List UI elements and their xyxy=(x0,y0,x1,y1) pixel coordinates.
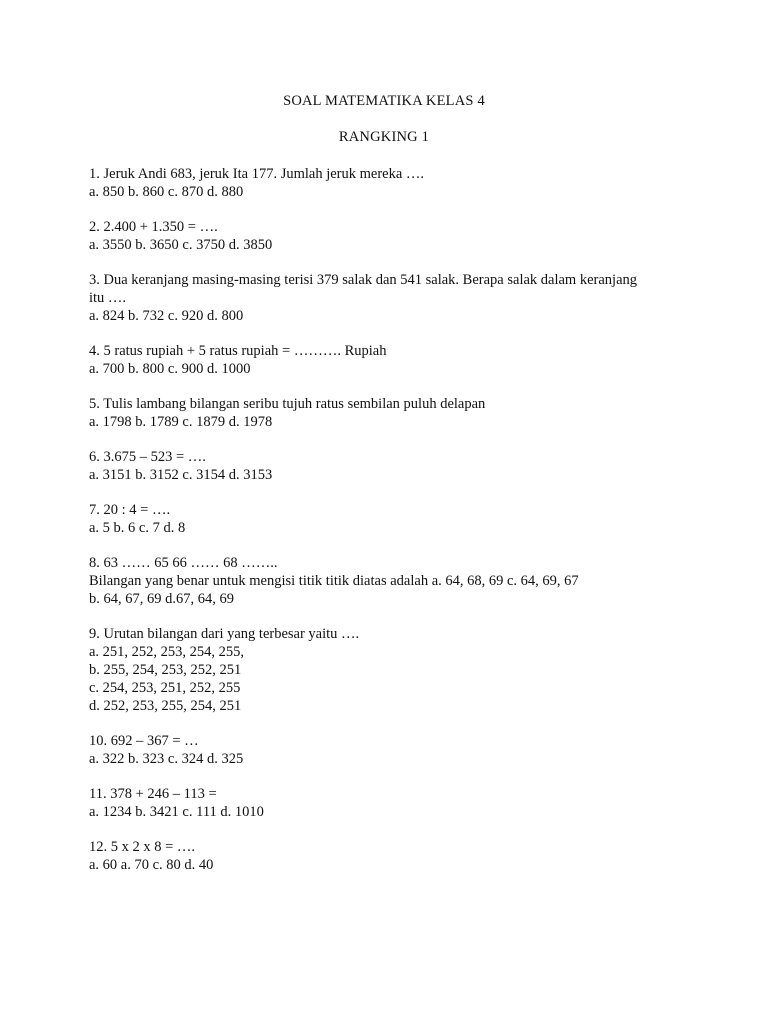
question-line: d. 252, 253, 255, 254, 251 xyxy=(89,698,242,714)
question-line: a. 3550 b. 3650 c. 3750 d. 3850 xyxy=(89,237,273,253)
question-item xyxy=(89,554,669,608)
question-item xyxy=(89,165,669,201)
question-line: itu …. xyxy=(89,290,127,306)
question-item xyxy=(89,838,669,874)
question-text: 8. 63 …… 65 66 …… 68 …….. xyxy=(89,555,278,571)
document-subtitle: RANGKING 1 xyxy=(338,129,430,145)
question-item xyxy=(89,342,669,378)
question-line: b. 64, 67, 69 d.67, 64, 69 xyxy=(89,591,234,607)
question-line: a. 1234 b. 3421 c. 111 d. 1010 xyxy=(89,804,264,820)
question-item xyxy=(89,625,669,715)
question-line: a. 322 b. 323 c. 324 d. 325 xyxy=(89,751,244,767)
question-list xyxy=(89,165,669,891)
question-line: a. 60 a. 70 c. 80 d. 40 xyxy=(89,857,214,873)
question-text: 9. Urutan bilangan dari yang terbesar yaitu …. xyxy=(89,626,360,642)
question-line: a. 1798 b. 1789 c. 1879 d. 1978 xyxy=(89,414,273,430)
question-text: 6. 3.675 – 523 = …. xyxy=(89,449,206,465)
question-line: a. 824 b. 732 c. 920 d. 800 xyxy=(89,308,244,324)
question-item xyxy=(89,785,669,821)
question-line: a. 5 b. 6 c. 7 d. 8 xyxy=(89,520,186,536)
document-title: SOAL MATEMATIKA KELAS 4 xyxy=(283,93,485,109)
question-item xyxy=(89,501,669,537)
question-line: a. 700 b. 800 c. 900 d. 1000 xyxy=(89,361,251,377)
question-line: b. 255, 254, 253, 252, 251 xyxy=(89,662,242,678)
question-text: 1. Jeruk Andi 683, jeruk Ita 177. Jumlah jeruk mereka …. xyxy=(89,166,425,182)
question-item xyxy=(89,218,669,254)
question-text: 4. 5 ratus rupiah + 5 ratus rupiah = ………. Rupiah xyxy=(89,343,387,359)
question-item xyxy=(89,271,669,325)
question-item xyxy=(89,448,669,484)
question-text: 12. 5 x 2 x 8 = …. xyxy=(89,839,196,855)
question-text: 7. 20 : 4 = …. xyxy=(89,502,171,518)
question-line: a. 251, 252, 253, 254, 255, xyxy=(89,644,245,660)
question-line: Bilangan yang benar untuk mengisi titik titik diatas adalah a. 64, 68, 69 c. 64, 69, 67 xyxy=(89,573,579,589)
question-item xyxy=(89,732,669,768)
question-text: 3. Dua keranjang masing-masing terisi 379 salak dan 541 salak. Berapa salak dalam keranjang xyxy=(89,272,638,288)
question-item xyxy=(89,395,669,431)
question-text: 11. 378 + 246 – 113 = xyxy=(89,786,217,802)
question-line: a. 3151 b. 3152 c. 3154 d. 3153 xyxy=(89,467,273,483)
question-line: a. 850 b. 860 c. 870 d. 880 xyxy=(89,184,244,200)
question-text: 10. 692 – 367 = … xyxy=(89,733,199,749)
question-text: 5. Tulis lambang bilangan seribu tujuh ratus sembilan puluh delapan xyxy=(89,396,486,412)
question-line: c. 254, 253, 251, 252, 255 xyxy=(89,680,241,696)
question-text: 2. 2.400 + 1.350 = …. xyxy=(89,219,218,235)
